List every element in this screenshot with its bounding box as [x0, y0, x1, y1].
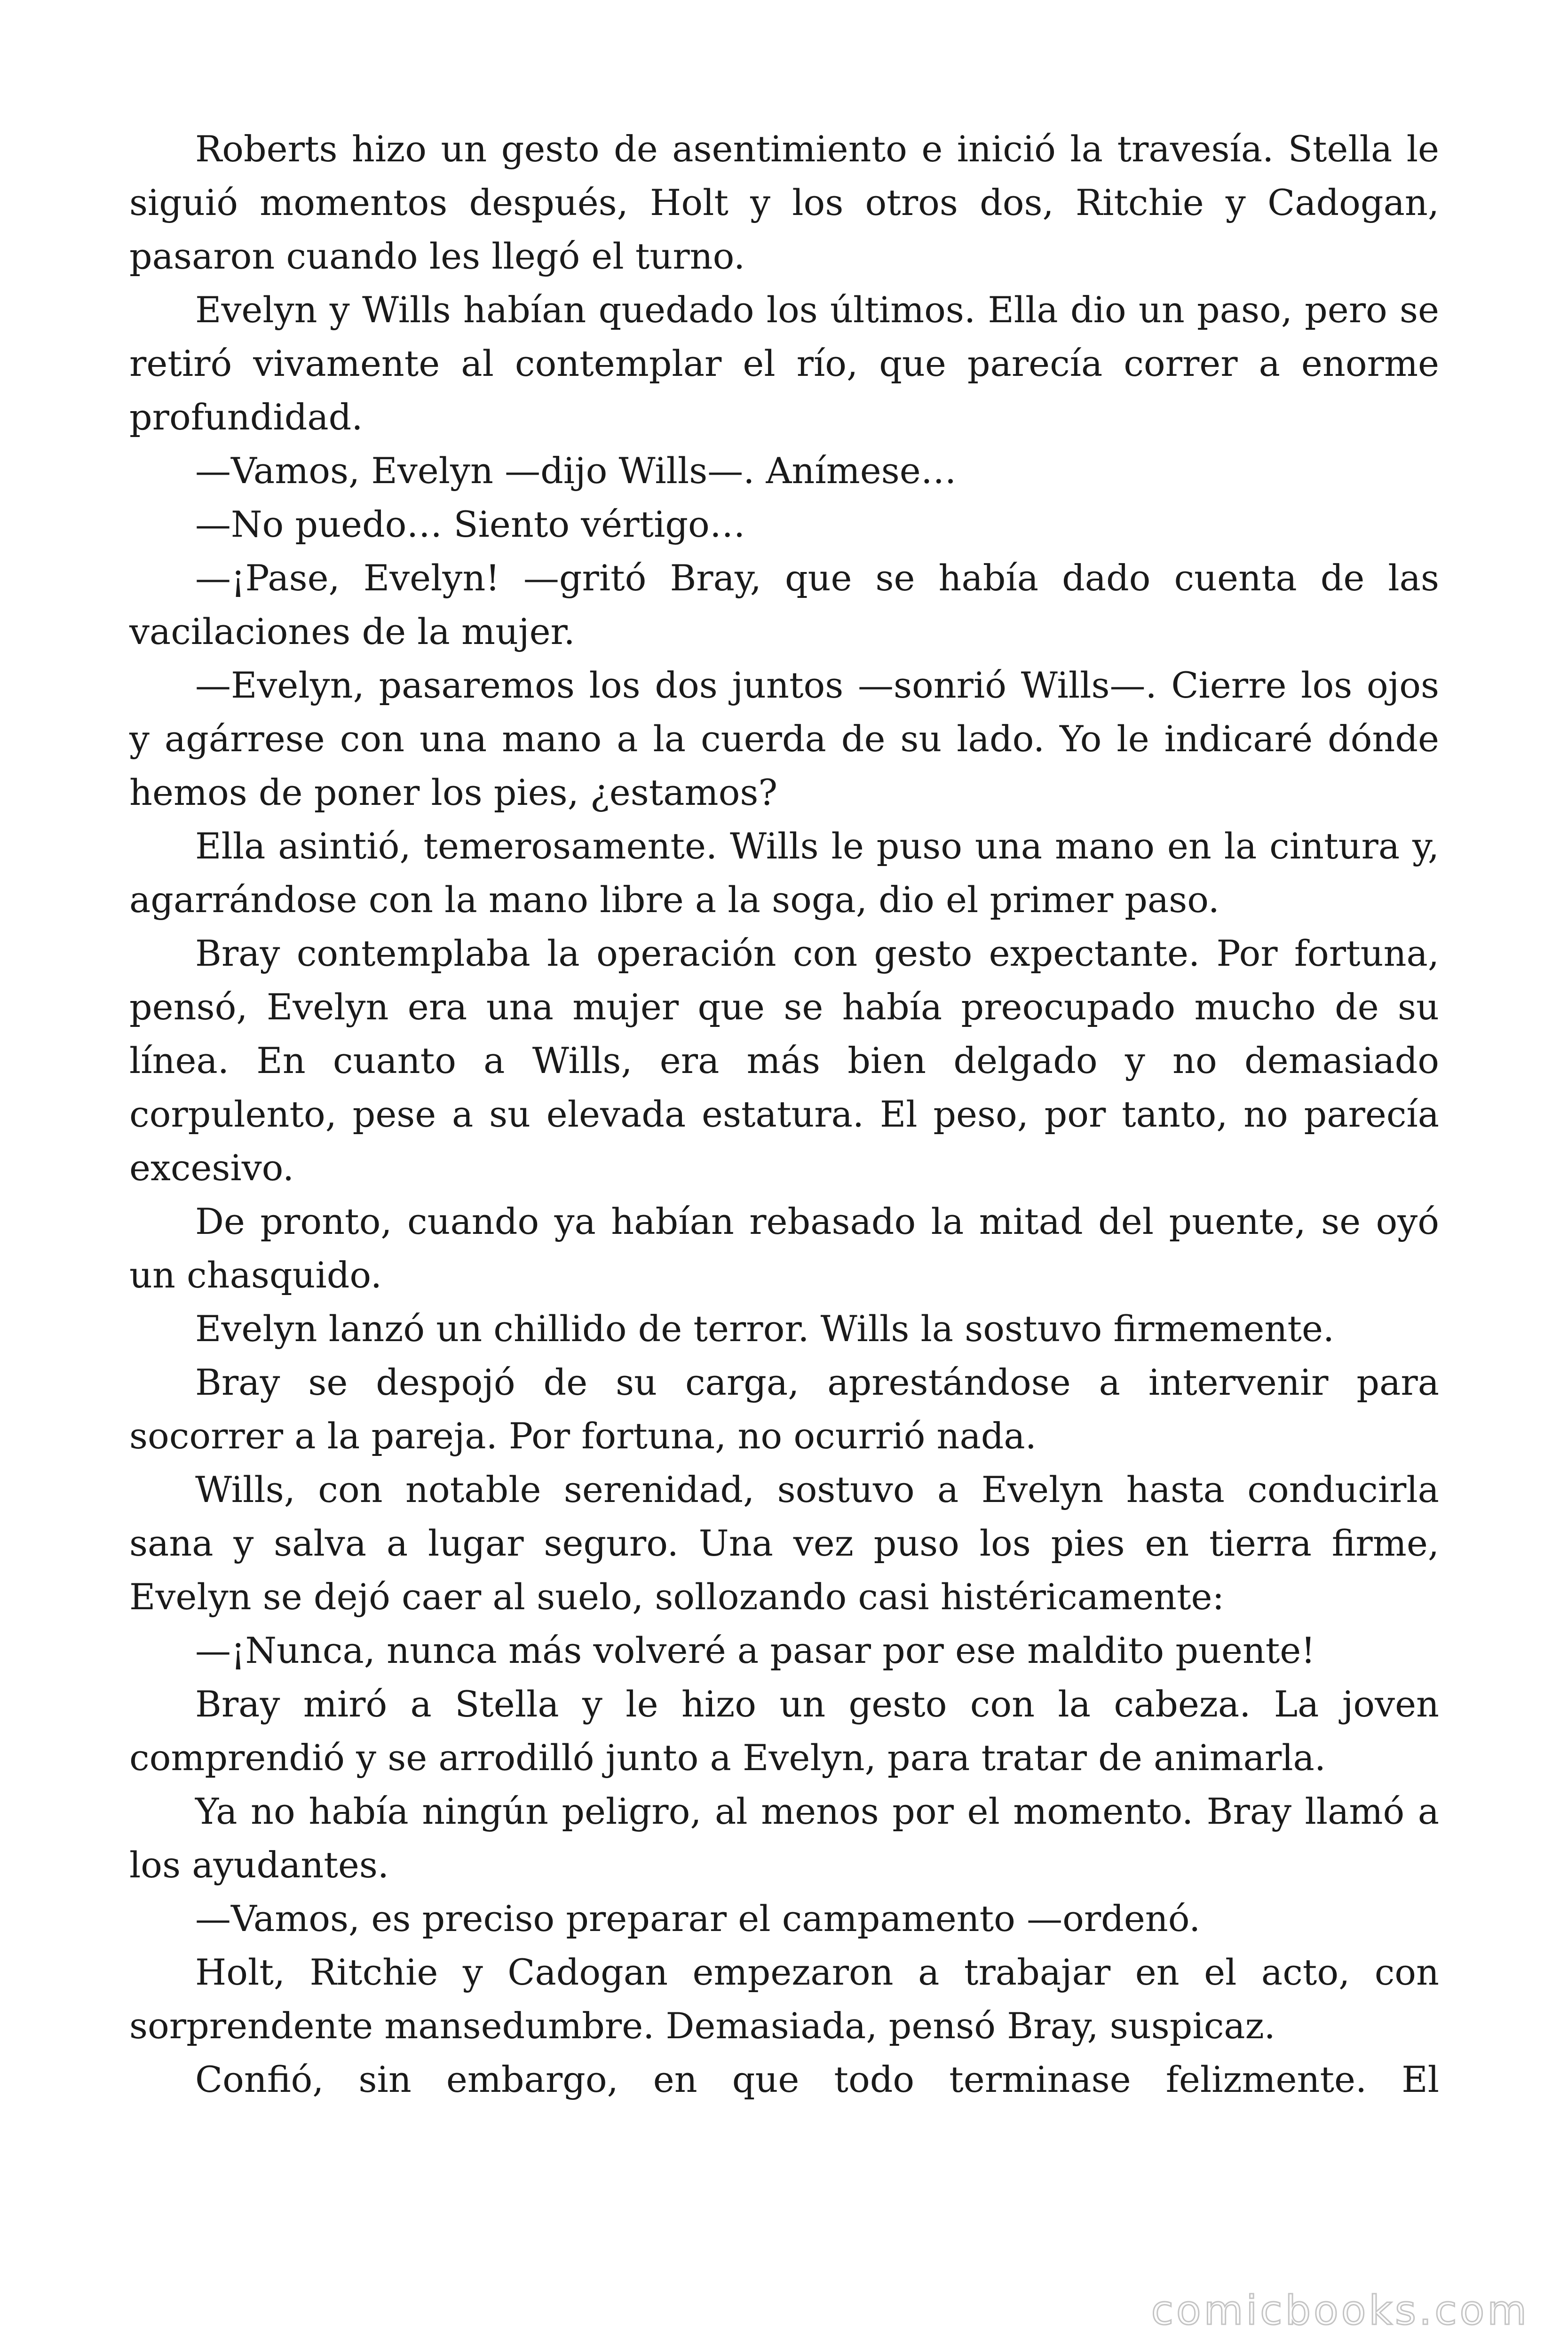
watermark: comicbooks.com [1151, 2287, 1529, 2334]
paragraph: —¡Pase, Evelyn! —gritó Bray, que se había dado cuenta de las vacilaciones de la mujer. [129, 557, 1439, 652]
paragraph: Evelyn y Wills habían quedado los últimos. Ella dio un paso, pero se retiró vivamente al contemplar el río, que parecía correr a enorme profundidad. [129, 289, 1439, 438]
paragraph: Bray se despojó de su carga, aprestándose a intervenir para socorrer a la pareja. Por fortuna, no ocurrió nada. [129, 1361, 1439, 1457]
paragraph: —Evelyn, pasaremos los dos juntos —sonrió Wills—. Cierre los ojos y agárrese con una mano a la cuerda de su lado. Yo le indicaré dónde hemos de poner los pies, ¿estamos? [129, 664, 1439, 813]
paragraph: De pronto, cuando ya habían rebasado la mitad del puente, se oyó un chasquido. [129, 1200, 1439, 1296]
body-text [129, 122, 1439, 2106]
paragraph: Bray miró a Stella y le hizo un gesto con la cabeza. La joven comprendió y se arrodilló junto a Evelyn, para tratar de animarla. [129, 1683, 1439, 1779]
paragraph: Evelyn lanzó un chillido de terror. Wills la sostuvo firmemente. [195, 1308, 1335, 1350]
paragraph: Wills, con notable serenidad, sostuvo a Evelyn hasta conducirla sana y salva a lugar seguro. Una vez puso los pies en tierra firme, Evelyn se dejó caer al suelo, sollozando casi histéricamente: [129, 1469, 1439, 1618]
paragraph: Roberts hizo un gesto de asentimiento e inició la travesía. Stella le siguió momentos después, Holt y los otros dos, Ritchie y Cadogan, pasaron cuando les llegó el turno. [129, 128, 1439, 277]
paragraph: —Vamos, es preciso preparar el campamento —ordenó. [195, 1898, 1201, 1939]
paragraph: Ella asintió, temerosamente. Wills le puso una mano en la cintura y, agarrándose con la mano libre a la soga, dio el primer paso. [129, 825, 1439, 921]
paragraph: Bray contemplaba la operación con gesto expectante. Por fortuna, pensó, Evelyn era una mujer que se había preocupado mucho de su línea. En cuanto a Wills, era más bien delgado y no demasiado corpulento, pese a su elevada estatura. El peso, por tanto, no parecía excesivo. [129, 932, 1439, 1189]
paragraph: —Vamos, Evelyn —dijo Wills—. Anímese… [195, 450, 957, 492]
paragraph: —No puedo… Siento vértigo… [195, 503, 745, 545]
paragraph: Holt, Ritchie y Cadogan empezaron a trabajar en el acto, con sorprendente mansedumbre. Demasiada, pensó Bray, suspicaz. [129, 1951, 1439, 2047]
paragraph: Confió, sin embargo, en que todo terminase felizmente. El [195, 2058, 1439, 2100]
paragraph: Ya no había ningún peligro, al menos por el momento. Bray llamó a los ayudantes. [129, 1790, 1439, 1886]
paragraph: —¡Nunca, nunca más volveré a pasar por ese maldito puente! [195, 1629, 1315, 1671]
